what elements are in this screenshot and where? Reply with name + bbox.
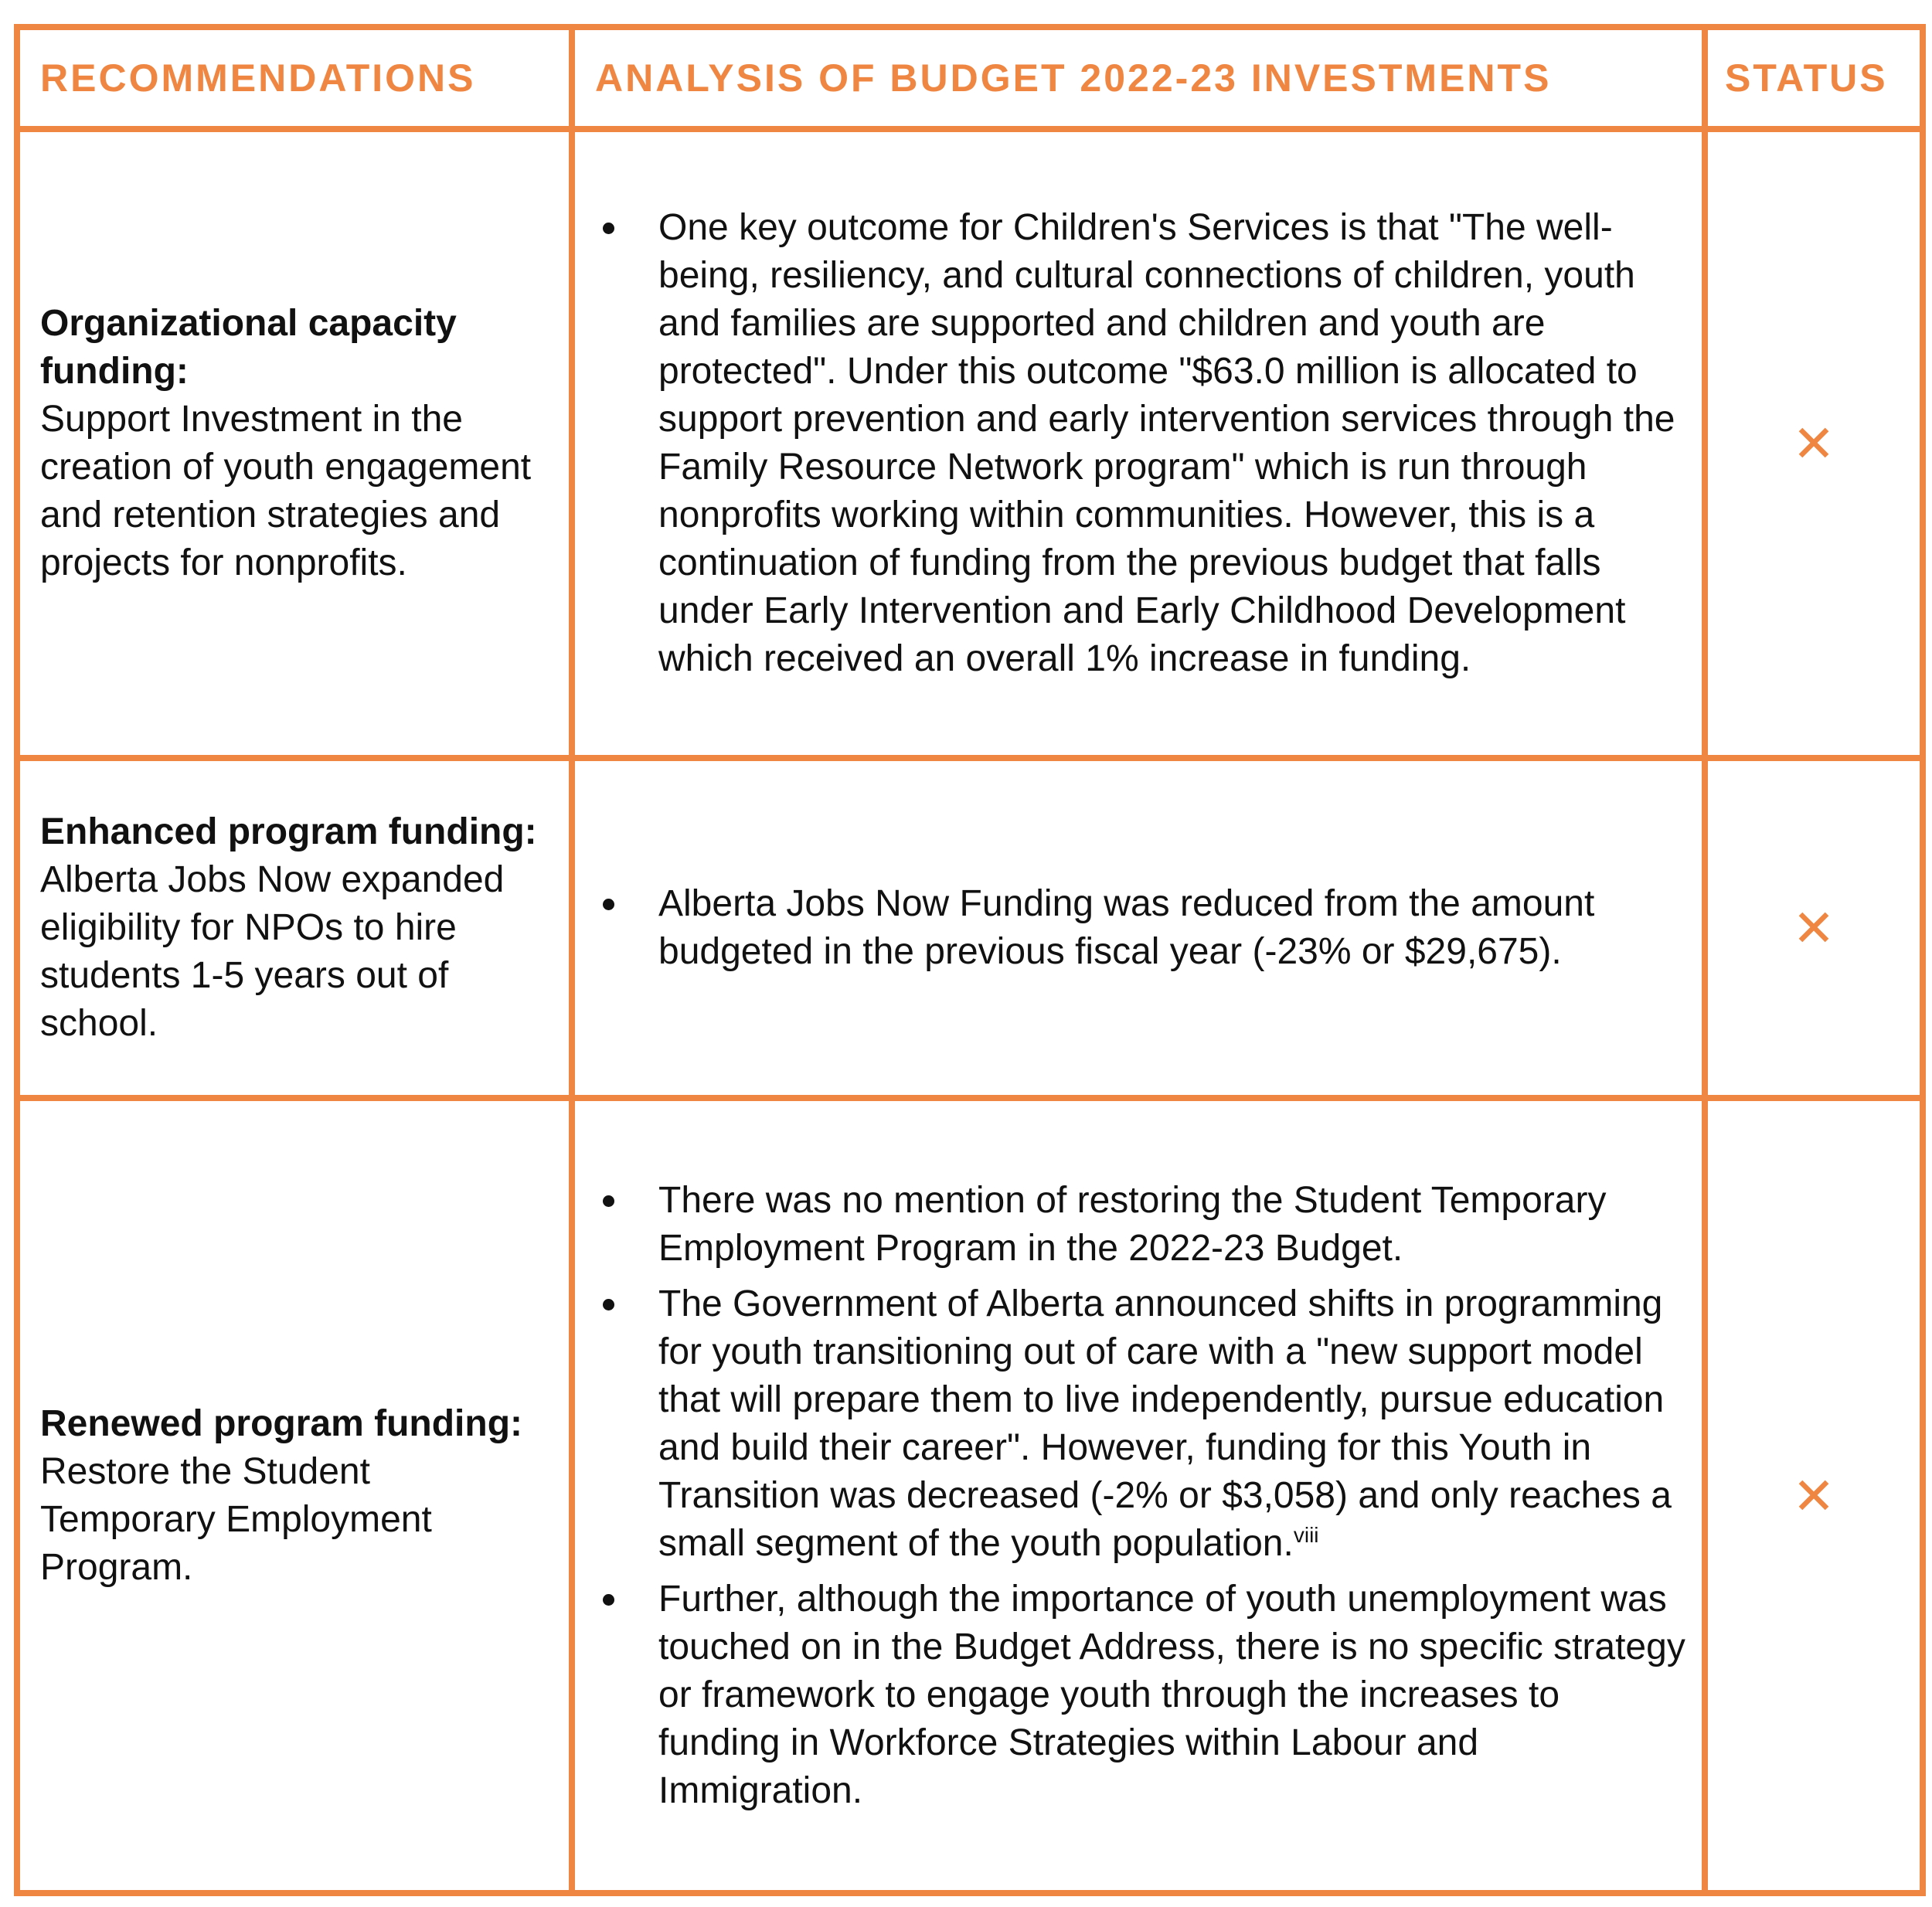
analysis-list [592,204,1688,683]
analysis-header: ANALYSIS OF BUDGET 2022-23 INVESTMENTS [572,27,1705,129]
analysis-text: There was no mention of restoring the Student Temporary Employment Program in the 2022-23 Budget. [658,1179,1607,1269]
header-row [17,27,1923,129]
analysis-text: Further, although the importance of youth unemployment was touched on in the Budget Address, there is no specific strategy or framework to engage youth through the increases to funding in Workforce Strategies within Labour and Immigration. [658,1578,1685,1811]
recommendation-title: Organizational capacity funding: [40,303,457,392]
recommendation-text: Support Investment in the creation of youth engagement and retention strategies and projects for nonprofits. [40,399,532,583]
recommendations-header: RECOMMENDATIONS [17,27,572,129]
recommendation-text: Restore the Student Temporary Employment Program. [40,1450,432,1588]
status-cell [1705,758,1923,1098]
analysis-text: One key outcome for Children's Services is that "The well-being, resiliency, and cultural connections of children, youth and families are supported and children and youth are protected". Under this outcome "$63.0 million is allocated to support prevention and early intervention services through the Family Resource Network program" which is run through nonprofits working within communities. However, this is a continuation of funding from the previous budget that falls under Early Intervention and Early Childhood Development which received an overall 1% increase in funding. [658,207,1675,679]
recommendation-cell [17,1098,572,1893]
analysis-list [592,1177,1688,1815]
analysis-text: The Government of Alberta announced shifts in programming for youth transitioning out of care with a "new support model that will prepare them to live independently, pursue education and build their career". However, funding for this Youth in Transition was decreased (-2% or $3,058) and only reaches a small segment of the youth population. [658,1283,1672,1564]
status-cell [1705,129,1923,758]
bullet-icon [603,1594,614,1606]
list-item [592,1280,1688,1568]
recommendation-text: Alberta Jobs Now expanded eligibility for NPOs to hire students 1-5 years out of school. [40,859,505,1044]
status-cell [1705,1098,1923,1893]
list-item [592,204,1688,683]
recommendation-title: Enhanced program funding: [40,811,537,852]
list-item [592,1177,1688,1273]
analysis-text: Alberta Jobs Now Funding was reduced from the amount budgeted in the previous fiscal year (-23% or $29,675). [658,883,1595,972]
table-row [17,129,1923,758]
bullet-icon [603,899,614,910]
table-row [17,758,1923,1098]
bullet-icon [603,223,614,234]
table-row [17,1098,1923,1893]
bullet-icon [603,1195,614,1207]
recommendation-title: Renewed program funding: [40,1402,522,1444]
list-item [592,1576,1688,1815]
recommendation-cell [17,129,572,758]
analysis-list [592,880,1688,976]
list-item [592,880,1688,976]
recommendation-cell [17,758,572,1098]
x-mark-icon: ✕ [1792,1467,1835,1525]
budget-analysis-table [14,24,1926,1896]
x-mark-icon: ✕ [1792,415,1835,472]
status-header: STATUS [1705,27,1923,129]
analysis-cell [572,129,1705,758]
analysis-cell [572,1098,1705,1893]
bullet-icon [603,1299,614,1310]
analysis-cell [572,758,1705,1098]
footnote-marker: viii [1293,1522,1319,1547]
x-mark-icon: ✕ [1792,899,1835,957]
